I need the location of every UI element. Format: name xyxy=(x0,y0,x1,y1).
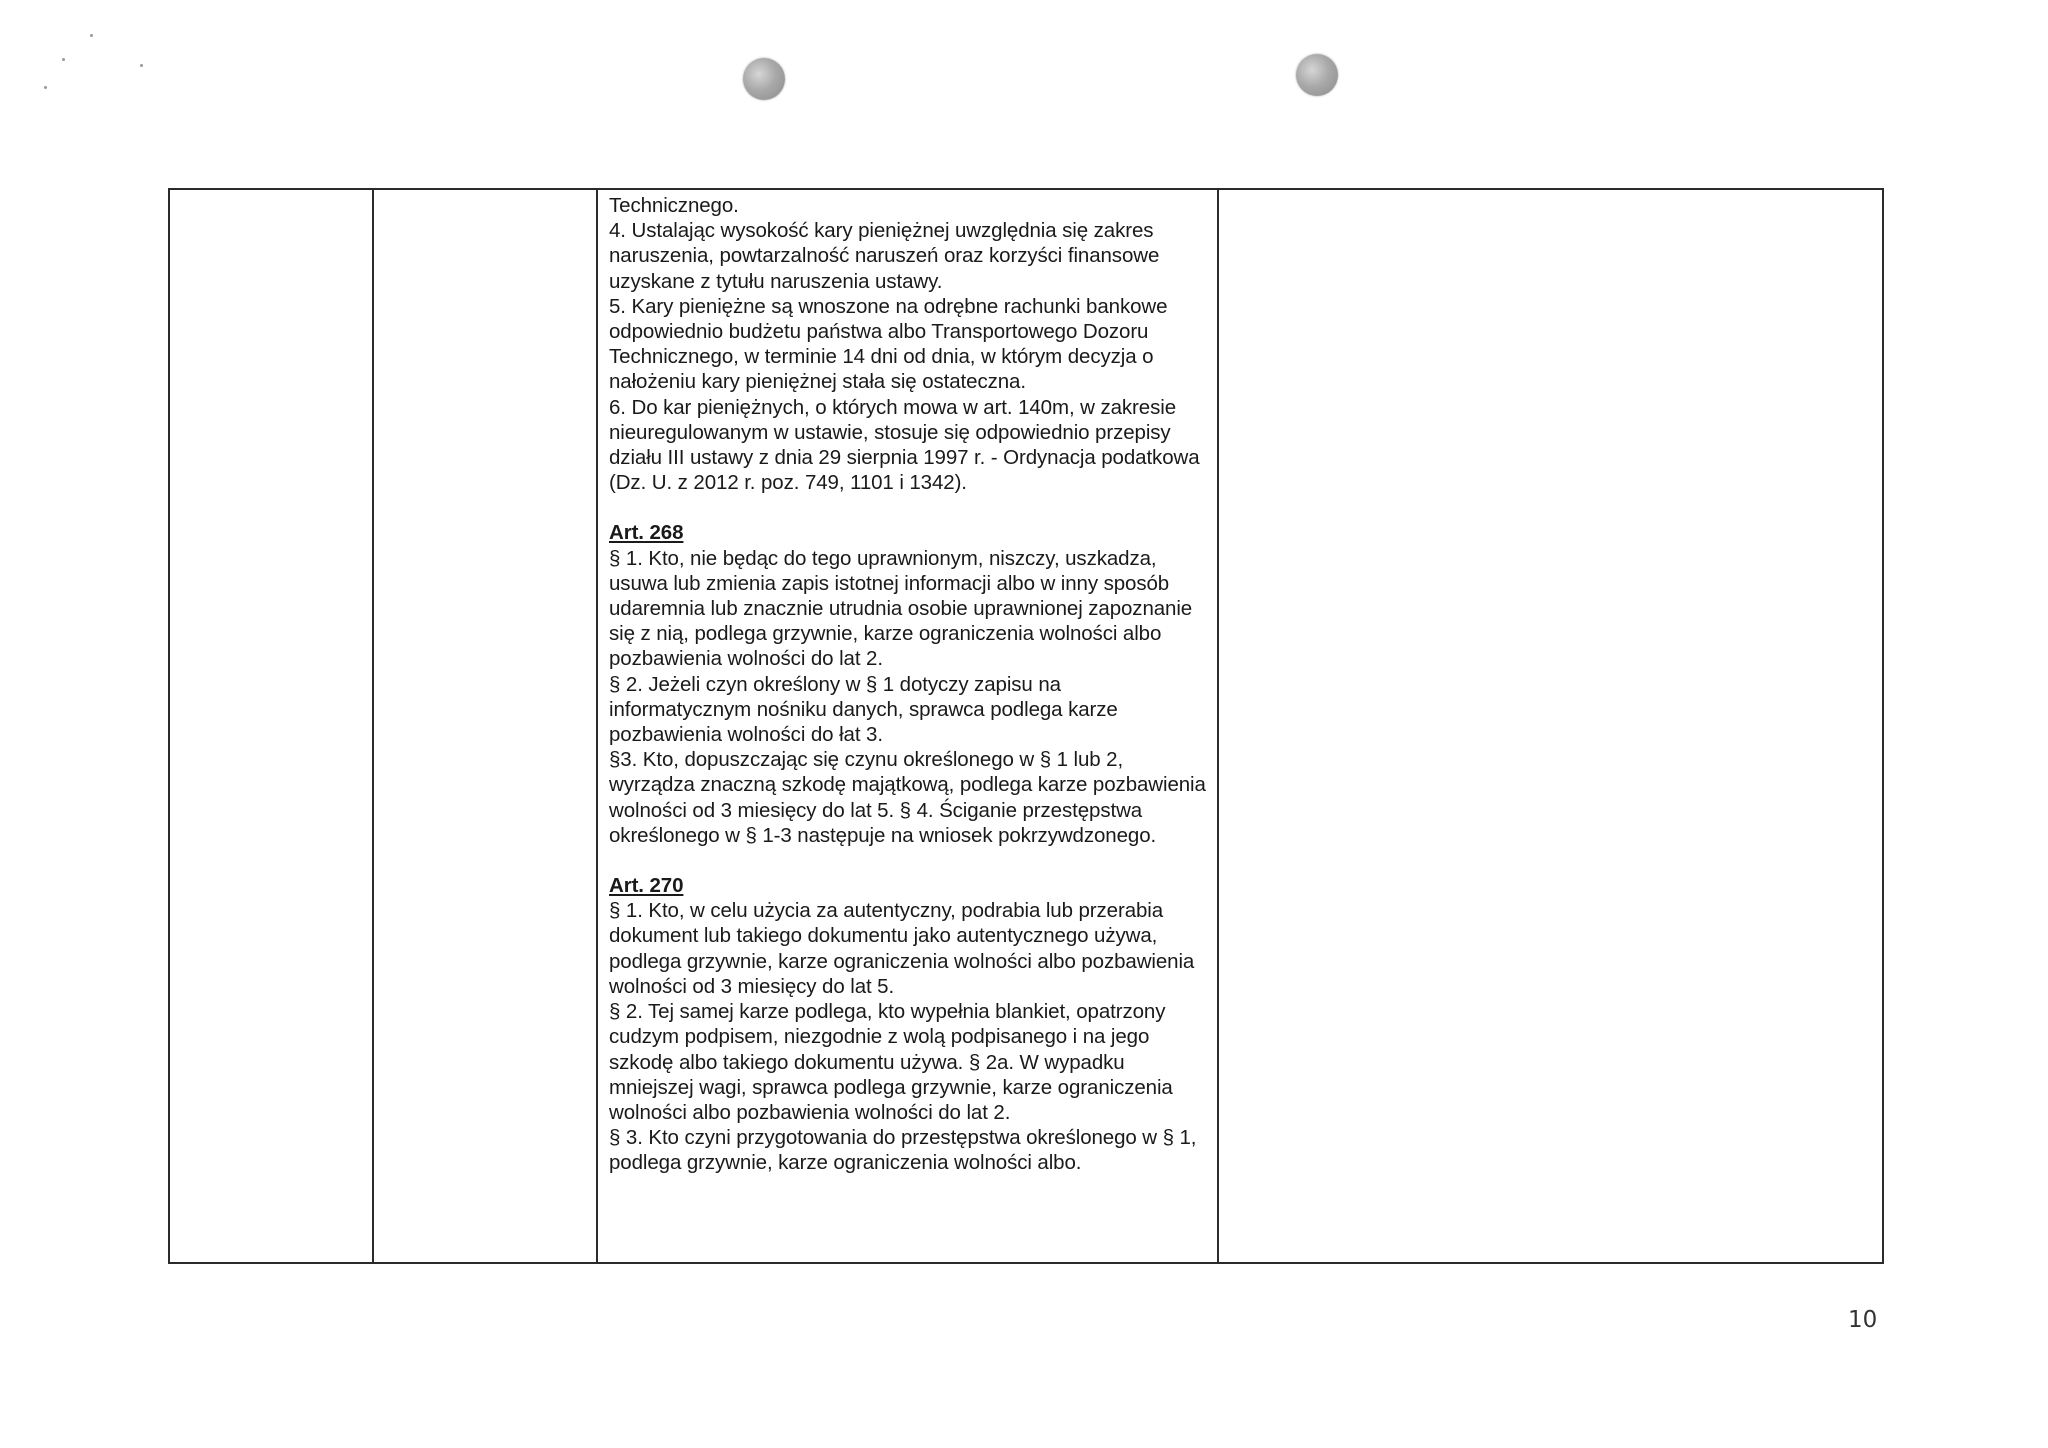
article-270-paragraph: § 1. Kto, w celu użycia za autentyczny, podrabia lub przerabia dokument lub takiego dokumentu jako autentycznego używa, podlega grzywnie, karze ograniczenia wolności albo pozbawienia wolności od 3 miesięcy do lat 5. xyxy=(609,899,1195,998)
punch-hole-left xyxy=(743,58,785,100)
table-cell-legal-text xyxy=(597,189,1218,1263)
article-270-paragraph: § 2. Tej samej karze podlega, kto wypełnia blankiet, opatrzony cudzym podpisem, niezgodnie z wolą podpisanego i na jego szkodę albo takiego dokumentu używa. § 2a. W wypadku mniejszej wagi, sprawca podlega grzywnie, karze ograniczenia wolności albo pozbawienia wolności do lat 2. xyxy=(609,1000,1173,1124)
scan-speck xyxy=(140,64,143,67)
intro-paragraph: 6. Do kar pieniężnych, o których mowa w art. 140m, w zakresie nieuregulowanym w ustawie, stosuje się odpowiednio przepisy działu III ustawy z dnia 29 sierpnia 1997 r. - Ordynacja podatkowa (Dz. U. z 2012 r. poz. 749, 1101 i 1342). xyxy=(609,395,1200,495)
intro-paragraph: 4. Ustalając wysokość kary pieniężnej uwzględnia się zakres naruszenia, powtarzalność naruszeń oraz korzyści finansowe uzyskane z tytułu naruszenia ustawy. xyxy=(609,219,1160,293)
scan-speck xyxy=(62,58,65,61)
article-268 xyxy=(609,520,1207,848)
article-268-paragraph: § 1. Kto, nie będąc do tego uprawnionym, niszczy, uszkadza, usuwa lub zmienia zapis istotnej informacji albo w inny sposób udaremnia lub znacznie utrudnia osobie uprawnionej zapoznanie się z nią, podlega grzywnie, karze ograniczenia wolności albo pozbawienia wolności do lat 2. xyxy=(609,546,1193,671)
table-cell-empty-4 xyxy=(1218,189,1883,1263)
table-cell-empty-1 xyxy=(169,189,373,1263)
legal-text-block xyxy=(598,190,1217,1176)
page-number: 10 xyxy=(1848,1307,1878,1333)
table-row xyxy=(169,189,1883,1263)
intro-paragraph: Technicznego. xyxy=(609,194,739,217)
punch-hole-right xyxy=(1296,54,1338,96)
intro-paragraph: 5. Kary pieniężne są wnoszone na odrębne rachunki bankowe odpowiednio budżetu państwa albo Transportowego Dozoru Technicznego, w terminie 14 dni od dnia, w którym decyzja o nałożeniu kary pieniężnej stała się ostateczna. xyxy=(609,294,1168,394)
article-268-paragraph: § 2. Jeżeli czyn określony w § 1 dotyczy zapisu na informatycznym nośniku danych, sprawca podlega karze pozbawienia wolności do łat 3. xyxy=(609,672,1118,747)
article-270-paragraph: § 3. Kto czyni przygotowania do przestępstwa określonego w § 1, podlega grzywnie, karze ograniczenia wolności albo. xyxy=(609,1126,1197,1175)
scan-speck xyxy=(44,86,47,89)
article-268-heading: Art. 268 xyxy=(609,521,684,545)
table-cell-empty-2 xyxy=(373,189,597,1263)
article-270 xyxy=(609,873,1207,1175)
article-270-heading: Art. 270 xyxy=(609,874,684,898)
document-table xyxy=(168,188,1884,1264)
article-268-paragraph: §3. Kto, dopuszczając się czynu określonego w § 1 lub 2, wyrządza znaczną szkodę majątkową, podlega karze pozbawienia wolności od 3 miesięcy do lat 5. § 4. Ściganie przestępstwa określonego w § 1-3 następuje na wniosek pokrzywdzonego. xyxy=(609,748,1206,847)
scan-speck xyxy=(90,34,93,37)
